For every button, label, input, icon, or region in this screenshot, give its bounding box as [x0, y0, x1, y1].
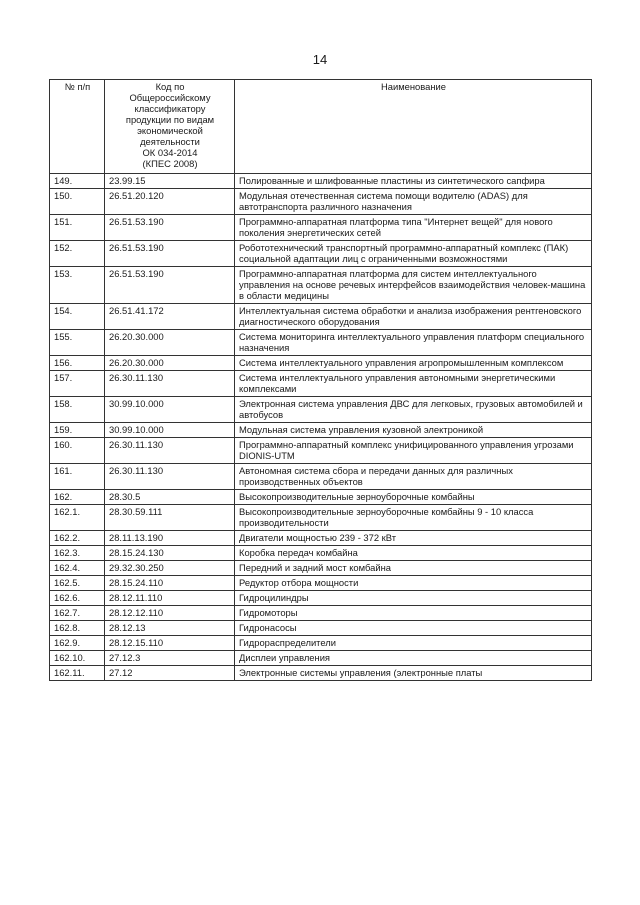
row-okpd-code: 26.20.30.000: [105, 356, 235, 371]
row-name: Гидроцилиндры: [235, 591, 592, 606]
row-name: Дисплеи управления: [235, 651, 592, 666]
table-row: [50, 438, 592, 464]
table-row: [50, 546, 592, 561]
row-number: 162.11.: [50, 666, 105, 681]
row-number: 159.: [50, 423, 105, 438]
table-row: [50, 490, 592, 505]
row-number: 162.4.: [50, 561, 105, 576]
row-okpd-code: 26.30.11.130: [105, 371, 235, 397]
row-name: Гидронасосы: [235, 621, 592, 636]
row-name: Модульная система управления кузовной электроникой: [235, 423, 592, 438]
row-name: Программно-аппаратная платформа для систем интеллектуального управления на основе речевых интерфейсов взаимодействия человек-машина в области медицины: [235, 267, 592, 304]
row-name: Автономная система сбора и передачи данных для различных производственных объектов: [235, 464, 592, 490]
row-name: Высокопроизводительные зерноуборочные комбайны: [235, 490, 592, 505]
row-number: 162.6.: [50, 591, 105, 606]
row-number: 160.: [50, 438, 105, 464]
row-okpd-code: 27.12.3: [105, 651, 235, 666]
row-name: Модульная отечественная система помощи водителю (ADAS) для автотранспорта различного назначения: [235, 189, 592, 215]
row-number: 162.5.: [50, 576, 105, 591]
row-name: Гидрораспределители: [235, 636, 592, 651]
row-number: 150.: [50, 189, 105, 215]
table-row: [50, 505, 592, 531]
table-row: [50, 561, 592, 576]
row-okpd-code: 28.12.13: [105, 621, 235, 636]
row-okpd-code: 28.30.59.111: [105, 505, 235, 531]
row-okpd-code: 28.12.15.110: [105, 636, 235, 651]
table-row: [50, 397, 592, 423]
row-number: 161.: [50, 464, 105, 490]
row-number: 149.: [50, 174, 105, 189]
row-okpd-code: 29.32.30.250: [105, 561, 235, 576]
row-okpd-code: 28.30.5: [105, 490, 235, 505]
row-number: 156.: [50, 356, 105, 371]
row-name: Система мониторинга интеллектуального управления платформ специального назначения: [235, 330, 592, 356]
header-okpd-code: Код по Общероссийскому классификатору продукции по видам экономической деятельности ОК 034-2014 (КПЕС 2008): [105, 80, 235, 174]
row-number: 162.10.: [50, 651, 105, 666]
row-name: Программно-аппаратный комплекс унифицированного управления угрозами DIONIS-UTM: [235, 438, 592, 464]
row-okpd-code: 26.51.41.172: [105, 304, 235, 330]
row-number: 162.9.: [50, 636, 105, 651]
row-okpd-code: 27.12: [105, 666, 235, 681]
row-okpd-code: 26.51.20.120: [105, 189, 235, 215]
row-okpd-code: 28.12.12.110: [105, 606, 235, 621]
table-row: [50, 189, 592, 215]
table-row: [50, 330, 592, 356]
table-row: [50, 356, 592, 371]
table-row: [50, 666, 592, 681]
row-name: Система интеллектуального управления агропромышленным комплексом: [235, 356, 592, 371]
products-table: [49, 79, 592, 681]
row-number: 152.: [50, 241, 105, 267]
table-row: [50, 621, 592, 636]
row-name: Программно-аппаратная платформа типа "Интернет вещей" для нового поколения энергетических сетей: [235, 215, 592, 241]
row-okpd-code: 26.20.30.000: [105, 330, 235, 356]
row-name: Высокопроизводительные зерноуборочные комбайны 9 - 10 класса производительности: [235, 505, 592, 531]
row-okpd-code: 28.12.11.110: [105, 591, 235, 606]
row-number: 157.: [50, 371, 105, 397]
table-row: [50, 371, 592, 397]
table-row: [50, 576, 592, 591]
row-name: Полированные и шлифованные пластины из синтетического сапфира: [235, 174, 592, 189]
row-okpd-code: 23.99.15: [105, 174, 235, 189]
table-row: [50, 464, 592, 490]
table-row: [50, 651, 592, 666]
table-header-row: [50, 80, 592, 174]
row-okpd-code: 28.15.24.130: [105, 546, 235, 561]
table-row: [50, 215, 592, 241]
row-okpd-code: 30.99.10.000: [105, 397, 235, 423]
page-number: 14: [312, 52, 328, 67]
row-okpd-code: 28.15.24.110: [105, 576, 235, 591]
row-okpd-code: 28.11.13.190: [105, 531, 235, 546]
table-row: [50, 267, 592, 304]
row-name: Передний и задний мост комбайна: [235, 561, 592, 576]
table-body: [50, 174, 592, 681]
table-row: [50, 423, 592, 438]
row-number: 162.1.: [50, 505, 105, 531]
row-number: 162.2.: [50, 531, 105, 546]
header-name: Наименование: [235, 80, 592, 174]
row-number: 162.3.: [50, 546, 105, 561]
row-okpd-code: 26.51.53.190: [105, 267, 235, 304]
row-name: Гидромоторы: [235, 606, 592, 621]
table-row: [50, 531, 592, 546]
row-number: 151.: [50, 215, 105, 241]
row-name: Двигатели мощностью 239 - 372 кВт: [235, 531, 592, 546]
table-row: [50, 606, 592, 621]
table-row: [50, 636, 592, 651]
table-row: [50, 174, 592, 189]
table-row: [50, 591, 592, 606]
row-number: 154.: [50, 304, 105, 330]
row-number: 162.7.: [50, 606, 105, 621]
row-number: 155.: [50, 330, 105, 356]
row-number: 162.8.: [50, 621, 105, 636]
row-name: Интеллектуальная система обработки и анализа изображения рентгеновского диагностического оборудования: [235, 304, 592, 330]
table-row: [50, 241, 592, 267]
row-number: 162.: [50, 490, 105, 505]
row-okpd-code: 26.51.53.190: [105, 215, 235, 241]
row-name: Электронные системы управления (электронные платы: [235, 666, 592, 681]
row-okpd-code: 26.51.53.190: [105, 241, 235, 267]
row-name: Электронная система управления ДВС для легковых, грузовых автомобилей и автобусов: [235, 397, 592, 423]
row-number: 158.: [50, 397, 105, 423]
row-okpd-code: 26.30.11.130: [105, 464, 235, 490]
row-name: Редуктор отбора мощности: [235, 576, 592, 591]
header-number: № п/п: [50, 80, 105, 174]
row-name: Робототехнический транспортный программно-аппаратный комплекс (ПАК) социальной адаптации лиц с ограниченными возможностями: [235, 241, 592, 267]
row-okpd-code: 26.30.11.130: [105, 438, 235, 464]
table-row: [50, 304, 592, 330]
row-okpd-code: 30.99.10.000: [105, 423, 235, 438]
row-number: 153.: [50, 267, 105, 304]
row-name: Коробка передач комбайна: [235, 546, 592, 561]
row-name: Система интеллектуального управления автономными энергетическими комплексами: [235, 371, 592, 397]
